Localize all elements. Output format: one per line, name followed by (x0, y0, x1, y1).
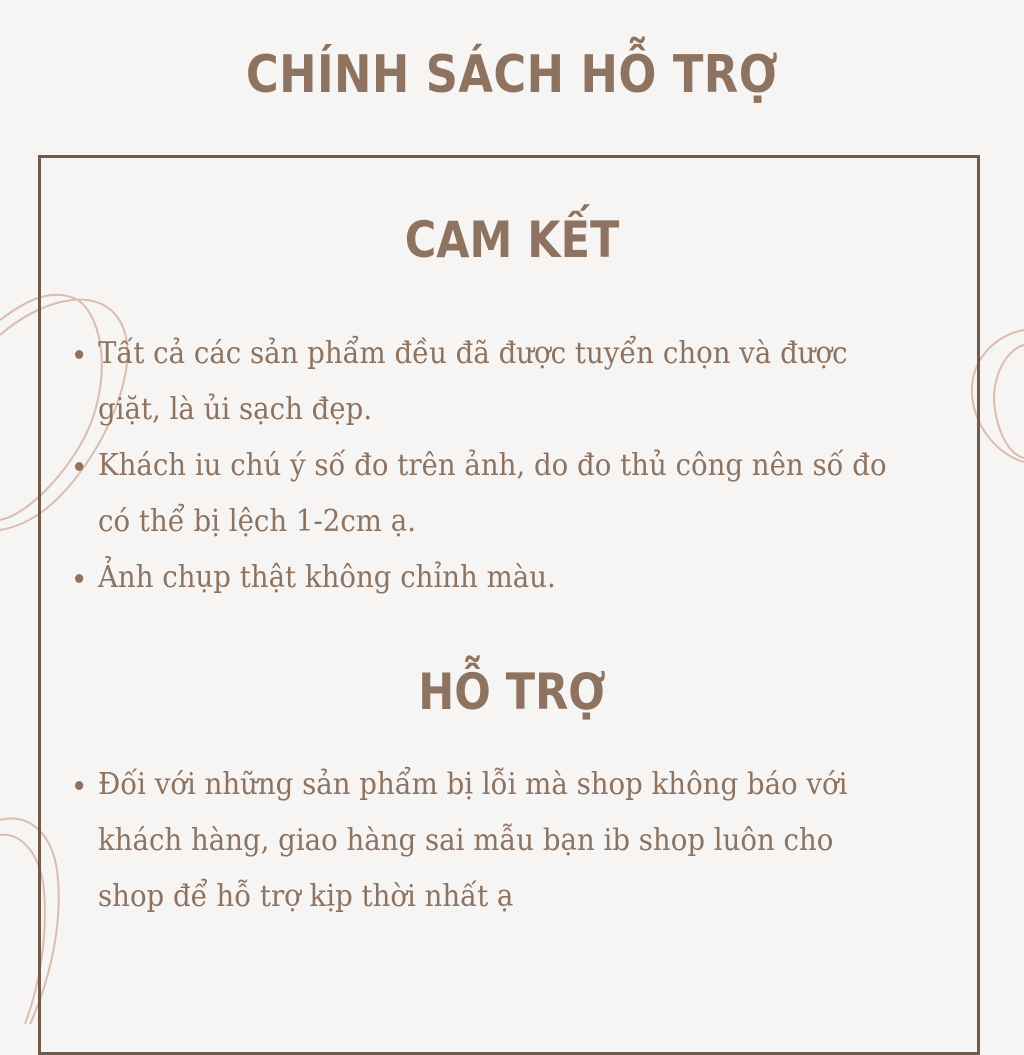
list-item: Tất cả các sản phẩm đều đã được tuyển chọn và được giặt, là ủi sạch đẹp. (8, 326, 889, 438)
list-item: Ảnh chụp thật không chỉnh màu. (8, 550, 889, 606)
page-title: CHÍNH SÁCH HỖ TRỢ (245, 45, 779, 105)
list-item: Đối với những sản phẩm bị lỗi mà shop không báo với khách hàng, giao hàng sai mẫu bạn ib shop luôn cho shop để hỗ trợ kịp thời nhất ạ (8, 757, 889, 925)
cam-ket-list (0, 326, 958, 606)
section-title-ho-tro: HỖ TRỢ (418, 663, 606, 721)
section-title-cam-ket: CAM KẾT (404, 211, 620, 269)
list-item: Khách iu chú ý số đo trên ảnh, do đo thủ công nên số đo có thể bị lệch 1-2cm ạ. (8, 438, 889, 550)
ho-tro-list (0, 757, 958, 925)
